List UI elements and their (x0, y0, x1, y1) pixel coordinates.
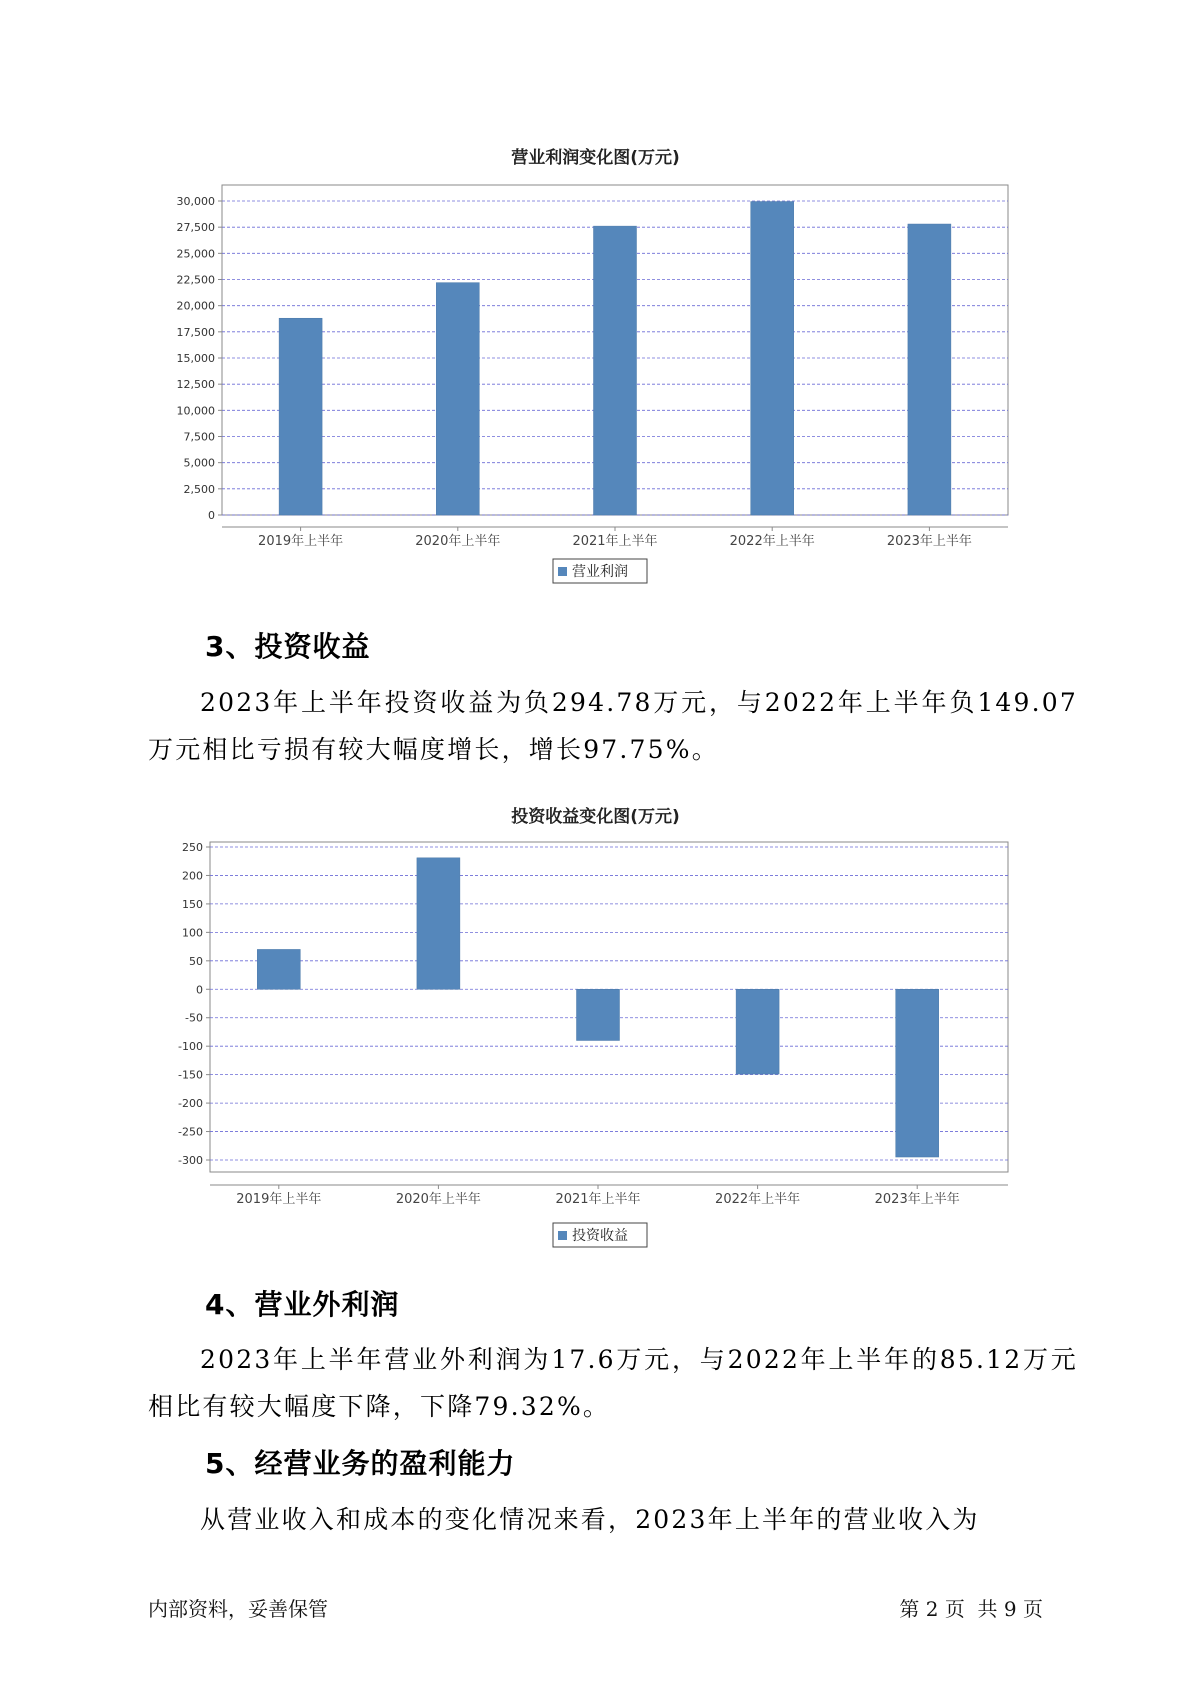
section-4-paragraph: 2023年上半年营业外利润为17.6万元，与2022年上半年的85.12万元相比有较大幅度下降，下降79.32%。 (148, 1345, 1078, 1421)
y-tick-label: 50 (189, 954, 203, 968)
section-5-paragraph: 从营业收入和成本的变化情况来看，2023年上半年的营业收入为 (200, 1505, 980, 1534)
chart-title-investment-income: 投资收益变化图(万元) (511, 807, 680, 827)
section-4-heading: 4、营业外利润 (205, 1288, 400, 1321)
bar (594, 226, 637, 515)
x-tick-label: 2022年上半年 (729, 534, 815, 549)
x-tick-label: 2019年上半年 (258, 534, 344, 549)
section-3-paragraph: 2023年上半年投资收益为负294.78万元，与2022年上半年负149.07万元相比亏损有较大幅度增长，增长97.75%。 (148, 688, 1078, 764)
y-tick-label: -150 (178, 1068, 203, 1082)
operating-profit-chart (0, 170, 1191, 580)
y-tick-label: 7,500 (183, 430, 215, 444)
x-tick-label: 2020年上半年 (395, 1192, 481, 1207)
y-tick-label: -100 (178, 1040, 203, 1054)
y-tick-label: 0 (196, 983, 203, 997)
y-tick-label: 100 (182, 926, 203, 940)
y-tick-label: -250 (178, 1125, 203, 1139)
y-tick-label: 0 (208, 509, 215, 522)
y-tick-label: 15,000 (176, 352, 215, 365)
section-3-heading: 3、投资收益 (205, 630, 371, 663)
bar (908, 224, 951, 515)
y-tick-label: 17,500 (176, 325, 215, 339)
footer-confidential-note: 内部资料，妥善保管 (148, 1597, 328, 1621)
y-tick-label: -50 (185, 1011, 203, 1025)
investment-income-chart (0, 830, 1191, 1250)
bar (417, 858, 460, 989)
bar (279, 318, 322, 515)
chart-title-operating-profit: 营业利润变化图(万元) (511, 148, 680, 168)
legend-swatch (558, 567, 567, 576)
legend-label: 营业利润 (572, 564, 628, 580)
footer-page-number: 第 2 页 共 9 页 (899, 1597, 1043, 1621)
section-5-heading: 5、经营业务的盈利能力 (205, 1447, 516, 1480)
x-tick-label: 2022年上半年 (715, 1192, 801, 1207)
y-tick-label: 27,500 (176, 221, 215, 235)
x-tick-label: 2021年上半年 (572, 534, 658, 549)
y-tick-label: 12,500 (176, 378, 215, 392)
x-tick-label: 2023年上半年 (886, 534, 972, 549)
bar (751, 202, 794, 515)
x-tick-label: 2023年上半年 (874, 1192, 960, 1207)
y-tick-label: 200 (182, 869, 203, 883)
bar (257, 949, 300, 989)
bar (896, 989, 939, 1157)
y-tick-label: 250 (182, 841, 203, 854)
y-tick-label: 5,000 (183, 456, 215, 470)
y-tick-label: 2,500 (183, 482, 215, 496)
y-tick-label: 10,000 (176, 404, 215, 418)
y-tick-label: 22,500 (176, 273, 215, 287)
y-tick-label: 30,000 (176, 195, 215, 208)
y-tick-label: -300 (178, 1154, 203, 1167)
x-tick-label: 2021年上半年 (555, 1192, 641, 1207)
legend-swatch (558, 1231, 567, 1240)
y-tick-label: 20,000 (176, 299, 215, 313)
bar (736, 989, 779, 1074)
y-tick-label: 25,000 (176, 247, 215, 261)
x-tick-label: 2020年上半年 (415, 534, 501, 549)
bar (577, 989, 620, 1040)
bar (436, 283, 479, 515)
y-tick-label: 150 (182, 897, 203, 911)
x-tick-label: 2019年上半年 (236, 1192, 322, 1207)
legend-label: 投资收益 (572, 1228, 628, 1244)
y-tick-label: -200 (178, 1097, 203, 1111)
